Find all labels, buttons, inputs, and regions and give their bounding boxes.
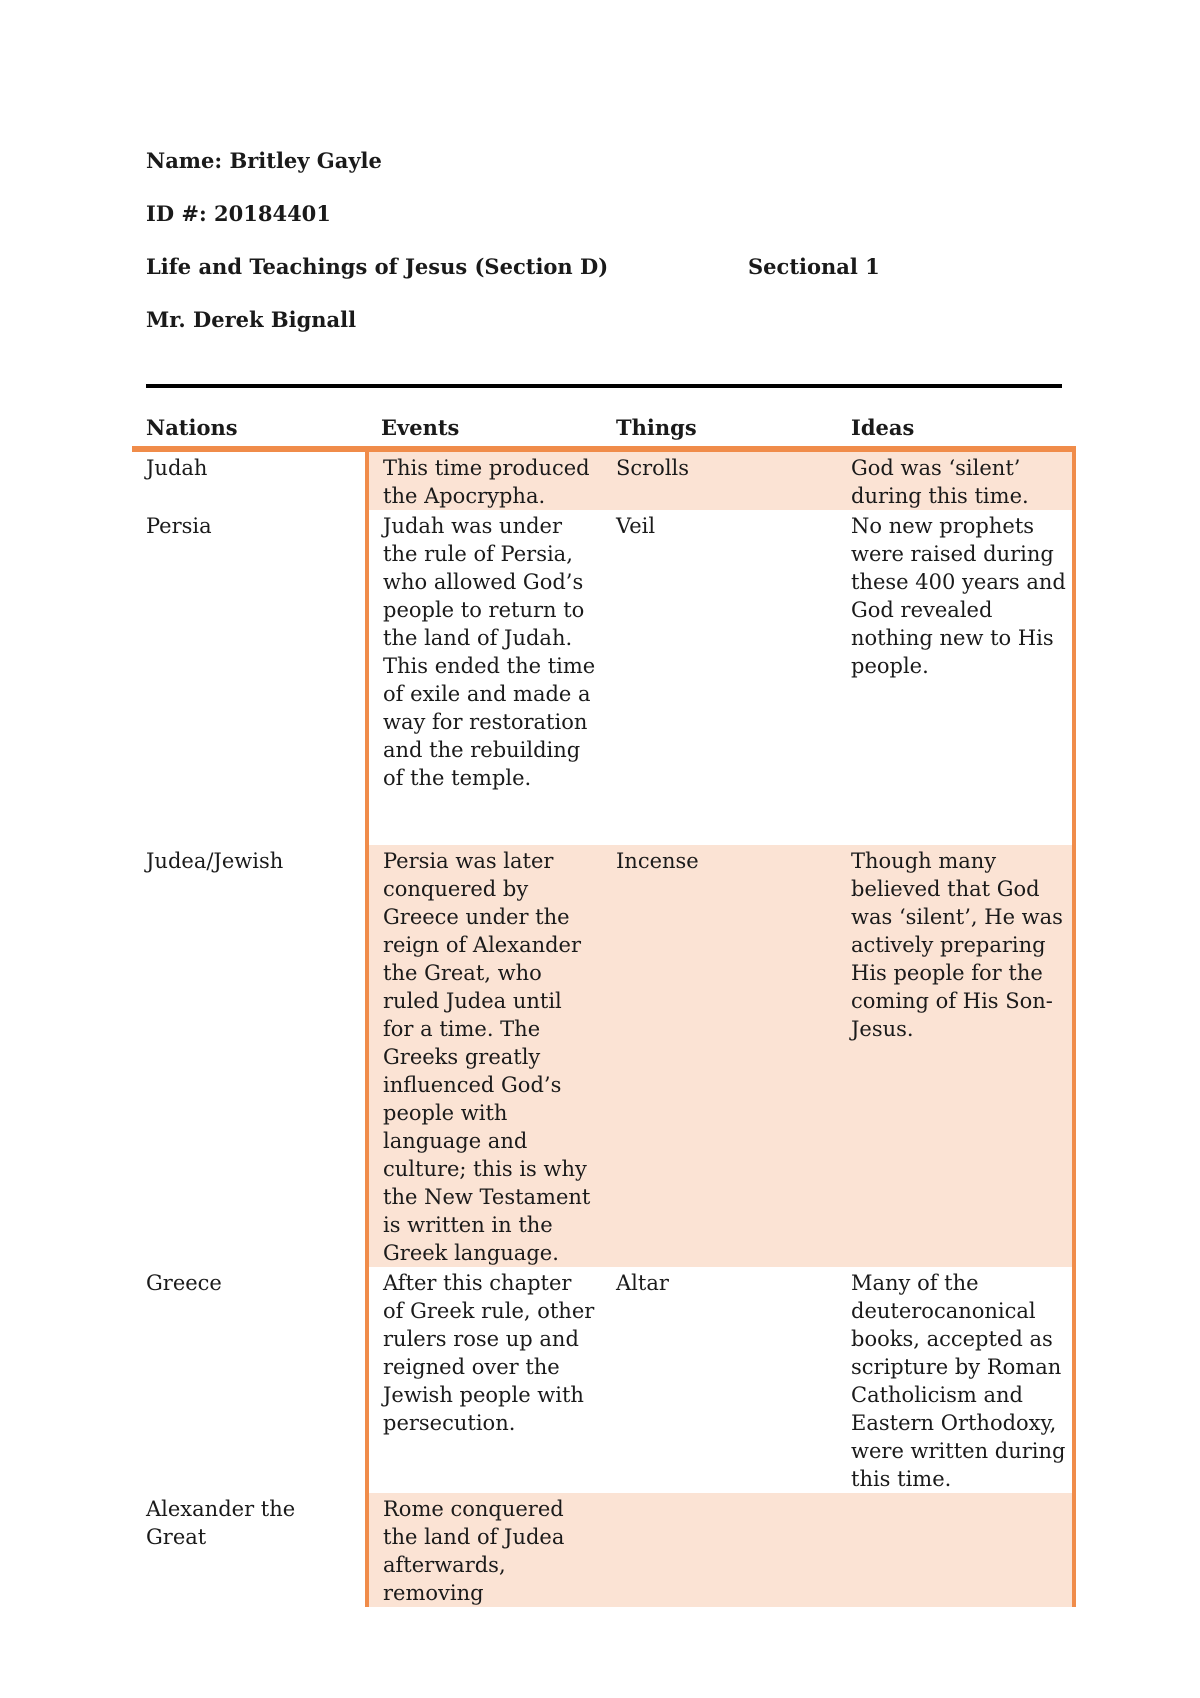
column-header-things: Things: [602, 410, 837, 449]
thing-cell: Scrolls: [602, 449, 837, 510]
nation-cell: Judah: [146, 456, 208, 480]
idea-cell: Though many believed that God was ‘silent’, He was actively preparing His people for the coming of His Son- Jesus.: [837, 845, 1074, 1267]
event-cell: Judah was under the rule of Persia, who allowed God’s people to return to the land of Judah. This ended the time of exile and made a way for restoration and the rebuilding of the temple.: [367, 510, 602, 845]
column-header-ideas: Ideas: [837, 410, 1074, 449]
thing-cell: Incense: [602, 845, 837, 1267]
nation-cell: Greece: [146, 1271, 222, 1295]
idea-cell: [837, 1493, 1074, 1607]
idea-cell: No new prophets were raised during these 400 years and God revealed nothing new to His people.: [837, 510, 1074, 845]
student-id: ID #: 20184401: [146, 201, 331, 226]
idea-cell: Many of the deuterocanonical books, accepted as scripture by Roman Catholicism and Eastern Orthodoxy, were written during this time.: [837, 1267, 1074, 1493]
nations-events-table: [132, 410, 1076, 1607]
nation-cell: Judea/Jewish: [146, 849, 284, 873]
table-row: [132, 1493, 1074, 1607]
nation-cell: Persia: [146, 514, 212, 538]
table-row: [132, 449, 1074, 510]
event-cell: Rome conquered the land of Judea afterwards, removing: [367, 1493, 602, 1607]
table-row: [132, 510, 1074, 845]
idea-cell: God was ‘silent’ during this time.: [837, 449, 1074, 510]
assessment-label: Sectional 1: [748, 254, 880, 279]
table-row: [132, 1267, 1074, 1493]
header-divider: [146, 384, 1062, 388]
instructor-name: Mr. Derek Bignall: [146, 307, 357, 332]
student-name: Name: Britley Gayle: [146, 148, 382, 173]
column-header-nations: Nations: [132, 410, 367, 449]
thing-cell: [602, 1493, 837, 1607]
column-header-events: Events: [367, 410, 602, 449]
table-row: [132, 845, 1074, 1267]
event-cell: Persia was later conquered by Greece under the reign of Alexander the Great, who ruled Judea until for a time. The Greeks greatly influenced God’s people with language and culture; this is why the New Testament is written in the Greek language.: [367, 845, 602, 1267]
course-title: Life and Teachings of Jesus (Section D): [146, 254, 609, 279]
thing-cell: Veil: [616, 514, 656, 538]
table-header-row: [132, 410, 1074, 449]
event-cell: After this chapter of Greek rule, other rulers rose up and reigned over the Jewish people with persecution.: [367, 1267, 602, 1493]
nation-cell: Alexander the Great: [146, 1497, 296, 1549]
event-cell: This time produced the Apocrypha.: [367, 449, 602, 510]
thing-cell: Altar: [616, 1271, 669, 1295]
